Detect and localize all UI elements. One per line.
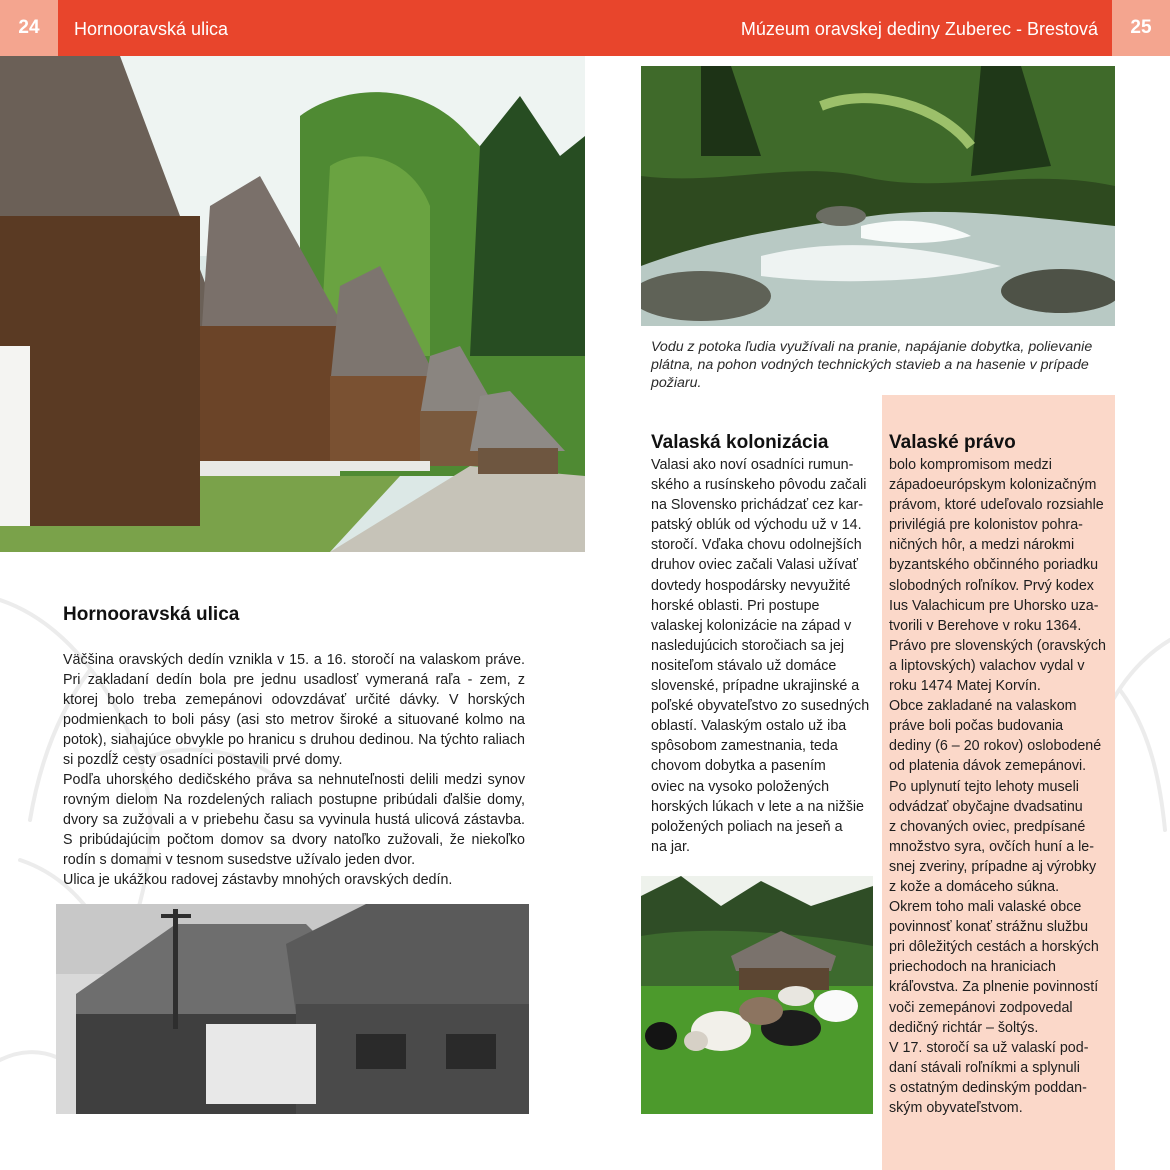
stream-photo-caption: Vodu z potoka ľudia využívali na pranie, napájanie dobytka, polievanie plátna, na pohon vodných technických stavieb a na hasenie v prípade požiaru. [651, 339, 1093, 391]
left-page-number: 24 [0, 0, 58, 56]
photo-wooden-houses-street [0, 56, 585, 552]
colonization-title: Valaská kolonizácia [651, 432, 829, 453]
photo-historic-black-white-houses [56, 904, 529, 1114]
main-paragraph-3: Ulica je ukážkou radovej zástavby mnohých oravských dedín. [63, 872, 453, 888]
header-bar [0, 0, 1170, 56]
photo-mountain-stream [641, 66, 1115, 326]
right-page-number: 25 [1112, 0, 1170, 56]
left-page-title: Hornooravská ulica [74, 19, 229, 39]
main-section-title: Hornooravská ulica [63, 604, 240, 625]
right-page-title: Múzeum oravskej dediny Zuberec - Brestová [740, 19, 1098, 39]
main-paragraph-1: Väčšina oravských dedín vznikla v 15. a 16. storočí na valaskom práve. Pri zakladaní dedín bola pre jednu usadlosť vymeraná raľa - zem, z ktorej bolo treba zemepánovi odovzdávať určité dávky. V horských podmienkach to boli pásy (asi sto metrov široké a situované kolmo na potok), siahajúce obvykle po hranicu s druhou dedinou. Na týchto raliach si pozdĺž cesty osadníci postavili prvé domy. [63, 652, 525, 768]
law-title: Valaské právo [889, 432, 1016, 453]
main-section-body [63, 650, 525, 890]
main-paragraph-2: Podľa uhorského dedičského práva sa nehnuteľnosti delili medzi synov rovným dielom Na rozdelených raliach postupne pribúdali ďalšie domy, dvory sa zužovali a v priebehu času sa vyvinula hustá ulicová zástavba. S pribúdajúcim počtom domov sa dvory natoľko zužovali, že niekoľko rodín s domami v tesnom susedstve užívalo jeden dvor. [63, 772, 525, 868]
colonization-text: Valasi ako noví osadníci rumun- ského a rusínskeho pôvodu začali na Slovensko prichádzať cez kar- patský oblúk od východu už v 14. storočí. Vďaka chovu odolnejších druhov oviec začali Valasi užívať dovtedy hospodársky nevyužité horské oblasti. Pri postupe valaskej kolonizácie na západ v nasledujúcich storočiach sa jej nositeľom stávalo už domáce slovenské, prípadne ukrajinské a poľské obyvateľstvo zo susedných oblastí. Valaským ostalo už iba spôsobom zamestnania, teda chovom dobytka a pasením oviec na vysoko položených horských lúkach v lete a na nižšie položených poliach na jeseň a na jar. [651, 457, 870, 855]
photo-sheep-meadow [641, 876, 873, 1114]
law-text: bolo kompromisom medzi západoeurópskym kolonizačným právom, ktoré udeľovalo rozsiahle privilégiá pre kolonistov pohra- ničných hôr, a medzi nárokmi byzantského občinného poriadku slobodných roľníkov. Prvý kodex Ius Valachicum pre Uhorsko uza- tvorili v Berehove v roku 1364. Právo pre slovenských (oravských a liptovských) valachov vydal v roku 1474 Matej Korvín. Obce zakladané na valaskom práve boli počas budovania dediny (6 – 20 rokov) oslobodené od platenia dávok zemepánovi. Po uplynutí tejto lehoty museli odvádzať obyčajne dvadsatinu z chovaných oviec, predpísané množstvo syra, ovčích huní a le- snej zveriny, prípadne aj výrobky z kože a domáceho súkna. Okrem toho mali valaské obce povinnosť konať strážnu službu pri dôležitých cestách a horských priechodoch na hraniciach kráľovstva. Za plnenie povinností voči zemepánovi zodpovedal dedičný richtár – šoltýs. V 17. storočí sa už valaskí pod- daní stávali roľníkmi a splynuli s ostatným dedinským poddan- ským obyvateľstvom. [889, 457, 1106, 1116]
